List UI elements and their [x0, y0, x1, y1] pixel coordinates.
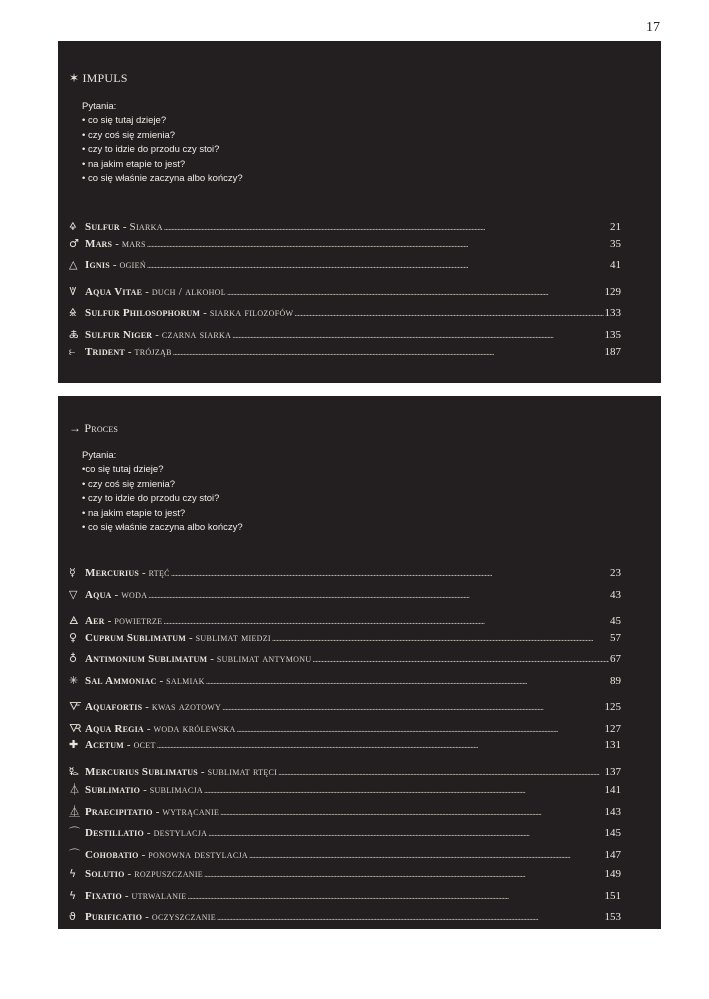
alchemical-symbol-icon: ϟ: [69, 888, 77, 902]
toc-separator: -: [107, 615, 112, 627]
alchemical-symbol-icon: ✳: [69, 673, 79, 687]
impuls-star-icon: ✶: [69, 71, 80, 85]
toc-polish-name: wytrącanie: [162, 805, 220, 818]
toc-separator: -: [145, 285, 149, 298]
impuls-toc: [69, 215, 621, 366]
proces-arrow-icon: →: [69, 421, 82, 435]
toc-leader-dots: [272, 633, 609, 643]
toc-page-number: 127: [604, 722, 621, 735]
toc-leader-dots: [204, 869, 604, 879]
toc-entry[interactable]: [69, 609, 621, 631]
toc-latin-name: Trident: [85, 345, 125, 358]
question-item: • czy coś się zmienia?: [82, 478, 176, 490]
toc-leader-dots: [222, 702, 603, 712]
toc-page-number: 45: [610, 615, 621, 627]
toc-polish-name: ponowna destylacja: [148, 848, 248, 861]
toc-leader-dots: [157, 740, 604, 750]
alchemical-symbol-icon: ♂: [69, 236, 79, 250]
toc-page-number: 57: [610, 631, 621, 644]
toc-polish-name: sublimat rtęci: [207, 765, 278, 778]
toc-entry[interactable]: [69, 237, 621, 259]
toc-leader-dots: [249, 850, 604, 860]
question-item: • na jakim etapie to jest?: [82, 158, 186, 170]
proces-toc: [69, 566, 621, 932]
toc-leader-dots: [188, 891, 604, 901]
toc-entry[interactable]: [69, 910, 621, 932]
toc-page-number: 41: [610, 259, 621, 272]
question-item: • na jakim etapie to jest?: [82, 507, 186, 519]
toc-polish-name: salmiak: [166, 674, 205, 687]
toc-polish-name: sublimat antymonu: [216, 653, 312, 665]
toc-separator: -: [146, 722, 151, 735]
toc-separator: -: [146, 827, 151, 839]
toc-polish-name: utrwalanie: [131, 889, 187, 902]
page-number: 17: [646, 20, 660, 35]
toc-polish-name: siarka filozofów: [209, 307, 294, 320]
toc-latin-name: Aquafortis: [85, 701, 143, 713]
question-item: • czy to idzie do przodu czy stoi?: [82, 493, 220, 505]
question-item: • co się właśnie zaczyna albo kończy?: [82, 522, 243, 534]
toc-entry[interactable]: [69, 717, 621, 739]
alchemical-symbol-icon: ⌒: [69, 847, 80, 861]
alchemical-symbol-icon: ▽: [69, 587, 78, 601]
toc-leader-dots: [148, 590, 609, 600]
toc-separator: -: [188, 631, 193, 644]
alchemical-symbol-icon: 🜁: [69, 614, 79, 627]
toc-separator: -: [143, 784, 147, 796]
toc-separator: -: [124, 889, 129, 902]
toc-separator: -: [155, 805, 160, 818]
toc-polish-name: rozpuszczanie: [134, 868, 203, 880]
toc-latin-name: Sublimatio: [85, 784, 141, 796]
toc-polish-name: powietrze: [114, 615, 163, 627]
toc-page-number: 145: [604, 827, 621, 839]
toc-separator: -: [155, 328, 159, 341]
toc-entry[interactable]: [69, 631, 621, 653]
toc-polish-name: ogień: [119, 259, 146, 272]
question-item: • co się właśnie zaczyna albo kończy?: [82, 173, 243, 185]
toc-leader-dots: [237, 724, 604, 734]
toc-leader-dots: [171, 568, 609, 578]
toc-separator: -: [141, 848, 146, 861]
toc-latin-name: Praecipitatio: [85, 805, 153, 818]
toc-entry[interactable]: [69, 889, 621, 911]
toc-entry[interactable]: [69, 738, 621, 760]
toc-entry[interactable]: [69, 867, 621, 889]
toc-page-number: 141: [604, 784, 621, 796]
toc-latin-name: Acetum: [85, 739, 124, 751]
alchemical-symbol-icon: ⌒: [69, 826, 80, 839]
toc-leader-dots: [147, 239, 609, 249]
toc-separator: -: [159, 674, 164, 687]
alchemical-symbol-icon: ♁: [69, 652, 78, 665]
toc-separator: -: [203, 307, 207, 320]
toc-latin-name: Cuprum Sublimatum: [85, 631, 186, 644]
alchemical-symbol-icon: ϑ: [69, 910, 76, 923]
alchemical-symbol-icon: ϟ: [69, 867, 77, 880]
toc-page-number: 133: [604, 307, 621, 320]
toc-page-number: 147: [604, 848, 621, 861]
toc-polish-name: ocet: [133, 739, 156, 751]
alchemical-symbol-icon: 🜆: [69, 721, 82, 735]
toc-page-number: 151: [604, 889, 621, 902]
toc-latin-name: Mercurius Sublimatus: [85, 765, 198, 778]
toc-leader-dots: [208, 828, 603, 838]
toc-polish-name: Siarka: [129, 221, 163, 233]
toc-latin-name: Solutio: [85, 868, 125, 880]
toc-page-number: 129: [604, 285, 621, 298]
toc-page-number: 131: [604, 739, 621, 751]
toc-leader-dots: [163, 616, 609, 626]
toc-page-number: 135: [604, 328, 621, 341]
toc-latin-name: Sal Ammoniac: [85, 674, 157, 687]
toc-leader-dots: [164, 222, 609, 232]
toc-latin-name: Aer: [85, 615, 105, 627]
alchemical-symbol-icon: ♀: [69, 630, 78, 644]
toc-entry[interactable]: [69, 258, 621, 280]
alchemical-symbol-icon: 🜎: [69, 306, 77, 320]
toc-latin-name: Antimonium Sublimatum: [85, 653, 208, 665]
toc-entry[interactable]: [69, 846, 621, 868]
impuls-title: IMPULS: [82, 71, 128, 85]
toc-polish-name: trójząb: [134, 345, 172, 358]
alchemical-symbol-icon: ⏃: [69, 783, 80, 796]
toc-entry[interactable]: [69, 803, 621, 825]
toc-leader-dots: [294, 308, 603, 318]
toc-entry[interactable]: [69, 345, 621, 367]
toc-entry[interactable]: [69, 674, 621, 696]
toc-separator: -: [114, 588, 119, 601]
toc-leader-dots: [206, 676, 609, 686]
alchemical-symbol-icon: 🜐: [69, 764, 79, 778]
toc-page-number: 43: [610, 588, 621, 601]
alchemical-symbol-icon: 🜏: [69, 327, 79, 341]
toc-separator: -: [115, 237, 119, 250]
toc-page-number: 35: [610, 237, 621, 250]
toc-leader-dots: [147, 260, 609, 270]
toc-latin-name: Sulfur Niger: [85, 328, 153, 341]
toc-page-number: 23: [610, 567, 621, 579]
toc-separator: -: [141, 567, 146, 579]
toc-polish-name: czarna siarka: [161, 328, 232, 341]
toc-entry[interactable]: [69, 588, 621, 610]
toc-entry[interactable]: [69, 781, 621, 803]
toc-page-number: 143: [604, 805, 621, 818]
toc-page-number: 153: [604, 911, 621, 923]
toc-polish-name: duch / alkohol: [151, 285, 226, 298]
question-item: • czy to idzie do przodu czy stoi?: [82, 144, 220, 156]
proces-panel: [58, 396, 661, 929]
toc-polish-name: woda: [121, 588, 148, 601]
toc-entry[interactable]: [69, 760, 621, 782]
toc-page-number: 125: [604, 701, 621, 713]
alchemical-symbol-icon: ⥼: [69, 344, 76, 358]
toc-polish-name: woda królewska: [153, 722, 236, 735]
toc-latin-name: Destillatio: [85, 827, 144, 839]
toc-separator: -: [210, 653, 214, 665]
toc-leader-dots: [173, 347, 604, 357]
question-item: • czy coś się zmienia?: [82, 129, 176, 141]
toc-polish-name: mars: [121, 237, 146, 250]
toc-latin-name: Sulfur Philosophorum: [85, 307, 201, 320]
toc-leader-dots: [217, 912, 604, 922]
alchemical-symbol-icon: 🜍: [69, 220, 77, 233]
impuls-panel: [58, 41, 661, 383]
toc-entry[interactable]: [69, 566, 621, 588]
toc-latin-name: Fixatio: [85, 889, 122, 902]
toc-latin-name: Sulfur: [85, 221, 120, 233]
toc-polish-name: sublimat miedzi: [195, 631, 271, 644]
question-item: • co się tutaj dzieje?: [82, 115, 167, 127]
toc-page-number: 67: [610, 653, 621, 665]
toc-polish-name: sublimacja: [149, 784, 203, 796]
toc-entry[interactable]: [69, 652, 621, 674]
toc-separator: -: [126, 739, 131, 751]
proces-section-title: [69, 421, 118, 436]
alchemical-symbol-icon: ☿: [69, 566, 76, 579]
proces-questions: [82, 449, 243, 535]
toc-page-number: 137: [604, 765, 621, 778]
toc-latin-name: Mars: [85, 237, 113, 250]
alchemical-symbol-icon: 🜈: [69, 284, 77, 298]
toc-polish-name: rtęć: [148, 567, 170, 579]
toc-latin-name: Cohobatio: [85, 848, 139, 861]
toc-separator: -: [145, 701, 149, 713]
toc-entry[interactable]: [69, 215, 621, 237]
questions-heading: Pytania:: [82, 101, 117, 112]
toc-leader-dots: [204, 785, 604, 795]
toc-leader-dots: [312, 654, 609, 664]
toc-entry[interactable]: [69, 280, 621, 302]
toc-latin-name: Aqua Vitae: [85, 285, 143, 298]
toc-page-number: 21: [610, 221, 621, 233]
question-item: •co się tutaj dzieje?: [82, 464, 164, 476]
toc-polish-name: destylacja: [153, 827, 208, 839]
toc-latin-name: Mercurius: [85, 567, 139, 579]
toc-page-number: 149: [604, 868, 621, 880]
alchemical-symbol-icon: ⏅: [69, 804, 80, 818]
alchemical-symbol-icon: 🜅: [69, 700, 82, 713]
toc-polish-name: oczyszczanie: [151, 911, 216, 923]
toc-leader-dots: [232, 330, 603, 340]
toc-page-number: 89: [610, 674, 621, 687]
toc-leader-dots: [278, 767, 603, 777]
toc-latin-name: Aqua Regia: [85, 722, 144, 735]
questions-heading: Pytania:: [82, 450, 117, 461]
toc-entry[interactable]: [69, 695, 621, 717]
toc-leader-dots: [227, 287, 604, 297]
toc-separator: -: [122, 221, 127, 233]
toc-page-number: 187: [604, 345, 621, 358]
impuls-section-title: [69, 71, 128, 86]
toc-leader-dots: [220, 807, 603, 817]
toc-separator: -: [145, 911, 149, 923]
toc-entry[interactable]: [69, 301, 621, 323]
toc-separator: -: [127, 868, 132, 880]
toc-polish-name: kwas azotowy: [151, 701, 222, 713]
toc-latin-name: Ignis: [85, 259, 110, 272]
toc-entry[interactable]: [69, 824, 621, 846]
toc-latin-name: Aqua: [85, 588, 112, 601]
toc-separator: -: [112, 259, 117, 272]
toc-latin-name: Purificatio: [85, 911, 143, 923]
alchemical-symbol-icon: ✚: [69, 738, 79, 751]
alchemical-symbol-icon: △: [69, 258, 78, 272]
toc-separator: -: [127, 345, 132, 358]
impuls-questions: [82, 100, 243, 186]
proces-title: Proces: [84, 421, 119, 435]
toc-entry[interactable]: [69, 323, 621, 345]
toc-separator: -: [200, 765, 205, 778]
